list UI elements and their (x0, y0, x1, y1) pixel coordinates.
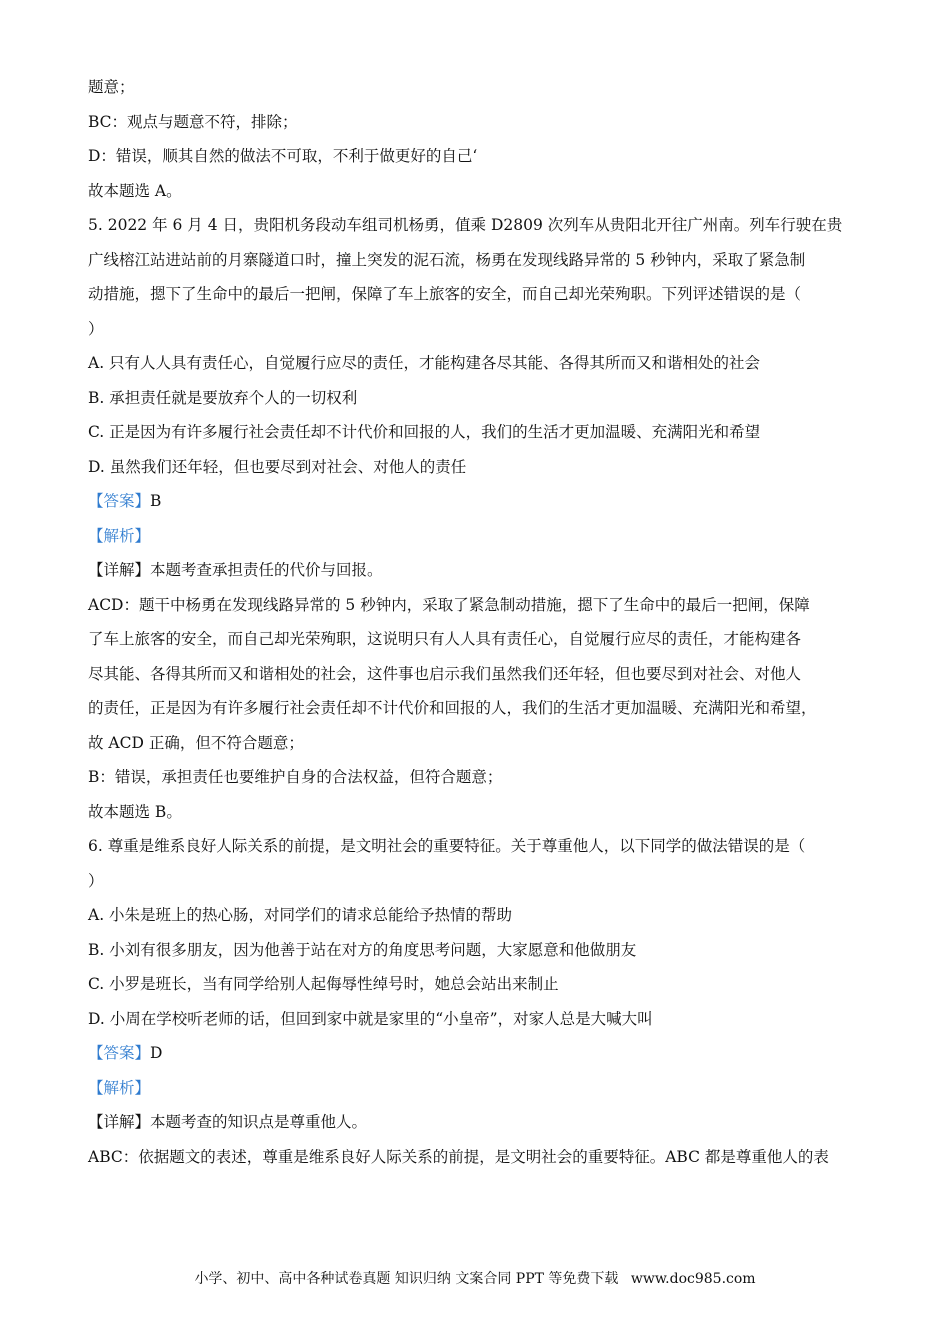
detail-text: 本题考查承担责任的代价与回报。 (150, 561, 383, 579)
question-5-explanation: ACD：题干中杨勇在发现线路异常的 5 秒钟内，采取了紧急制动措施，摁下了生命中的最后一把闸，保障 (88, 595, 810, 614)
question-6-stem: ） (88, 871, 104, 890)
question-5-stem: 广线榕江站进站前的月寨隧道口时，撞上突发的泥石流，杨勇在发现线路异常的 5 秒钟内，采取了紧急制 (88, 250, 806, 269)
question-6-stem: 6. 尊重是维系良好人际关系的前提，是文明社会的重要特征。关于尊重他人，以下同学的做法错误的是（ (88, 837, 806, 855)
question-5-explanation: 故本题选 B。 (88, 802, 182, 821)
detail-label: 【详解】 (88, 1113, 151, 1131)
text-line: BC：观点与题意不符，排除； (88, 112, 298, 131)
question-5-explanation: 了车上旅客的安全，而自己却光荣殉职，这说明只有人人具有责任心，自觉履行应尽的责任，才能构建各 (88, 630, 802, 648)
question-5-stem: 动措施，摁下了生命中的最后一把闸，保障了车上旅客的安全，而自己却光荣殉职。下列评述错误的是（ (88, 285, 802, 303)
answer-value: D (150, 1044, 163, 1062)
question-5-analysis-label: 【解析】 (88, 526, 151, 545)
question-5-explanation: 的责任，正是因为有许多履行社会责任却不计代价和回报的人，我们的生活才更加温暖、充满阳光和希望， (88, 699, 817, 717)
question-6-detail (88, 1105, 868, 1140)
question-5-explanation: B：错误，承担责任也要维护自身的合法权益，但符合题意； (88, 768, 503, 786)
question-5-option-c: C. 正是因为有许多履行社会责任却不计代价和回报的人，我们的生活才更加温暖、充满阳光和希望 (88, 423, 761, 441)
answer-value: B (150, 492, 162, 510)
question-6-option-c: C. 小罗是班长，当有同学给别人起侮辱性绰号时，她总会站出来制止 (88, 975, 559, 993)
text-line: D：错误，顺其自然的做法不可取，不利于做更好的自己‘ (88, 147, 478, 165)
question-6-explanation: ABC：依据题文的表述，尊重是维系良好人际关系的前提，是文明社会的重要特征。ABC 都是尊重他人的表 (88, 1147, 829, 1166)
answer-label: 【答案】 (88, 1044, 151, 1062)
question-5-stem: 5. 2022 年 6 月 4 日，贵阳机务段动车组司机杨勇，值乘 D2809 次列车从贵阳北开往广州南。列车行驶在贵 (88, 216, 843, 234)
question-5-answer (88, 484, 868, 519)
answer-label: 【答案】 (88, 492, 151, 510)
footer-url[interactable]: www.doc985.com (630, 1271, 756, 1287)
question-5-stem: ） (88, 319, 104, 338)
question-6-analysis-label: 【解析】 (88, 1078, 151, 1097)
question-6-option-b: B. 小刘有很多朋友，因为他善于站在对方的角度思考问题，大家愿意和他做朋友 (88, 940, 637, 959)
page-footer (0, 1268, 950, 1288)
question-6-answer (88, 1036, 868, 1071)
detail-text: 本题考查的知识点是尊重他人。 (150, 1113, 368, 1131)
question-5-option-b: B. 承担责任就是要放弃个人的一切权利 (88, 388, 358, 407)
detail-label: 【详解】 (88, 561, 151, 579)
question-5-option-d: D. 虽然我们还年轻，但也要尽到对社会、对他人的责任 (88, 457, 467, 476)
text-line: 故本题选 A。 (88, 181, 182, 200)
question-6-option-a: A. 小朱是班上的热心肠，对同学们的请求总能给予热情的帮助 (88, 906, 513, 924)
question-5-option-a: A. 只有人人具有责任心，自觉履行应尽的责任，才能构建各尽其能、各得其所而又和谐相处的社会 (88, 354, 761, 372)
question-5-explanation: 尽其能、各得其所而又和谐相处的社会，这件事也启示我们虽然我们还年轻，但也要尽到对社会、对他人 (88, 664, 802, 683)
footer-text: 小学、初中、高中各种试卷真题 知识归纳 文案合同 PPT 等免费下载 (194, 1271, 619, 1287)
document-body (88, 70, 868, 1174)
text-line: 题意； (88, 78, 135, 96)
question-5-explanation: 故 ACD 正确，但不符合题意； (88, 733, 304, 752)
question-5-detail (88, 553, 868, 588)
question-6-option-d: D. 小周在学校听老师的话，但回到家中就是家里的“小皇帝”，对家人总是大喊大叫 (88, 1009, 653, 1028)
